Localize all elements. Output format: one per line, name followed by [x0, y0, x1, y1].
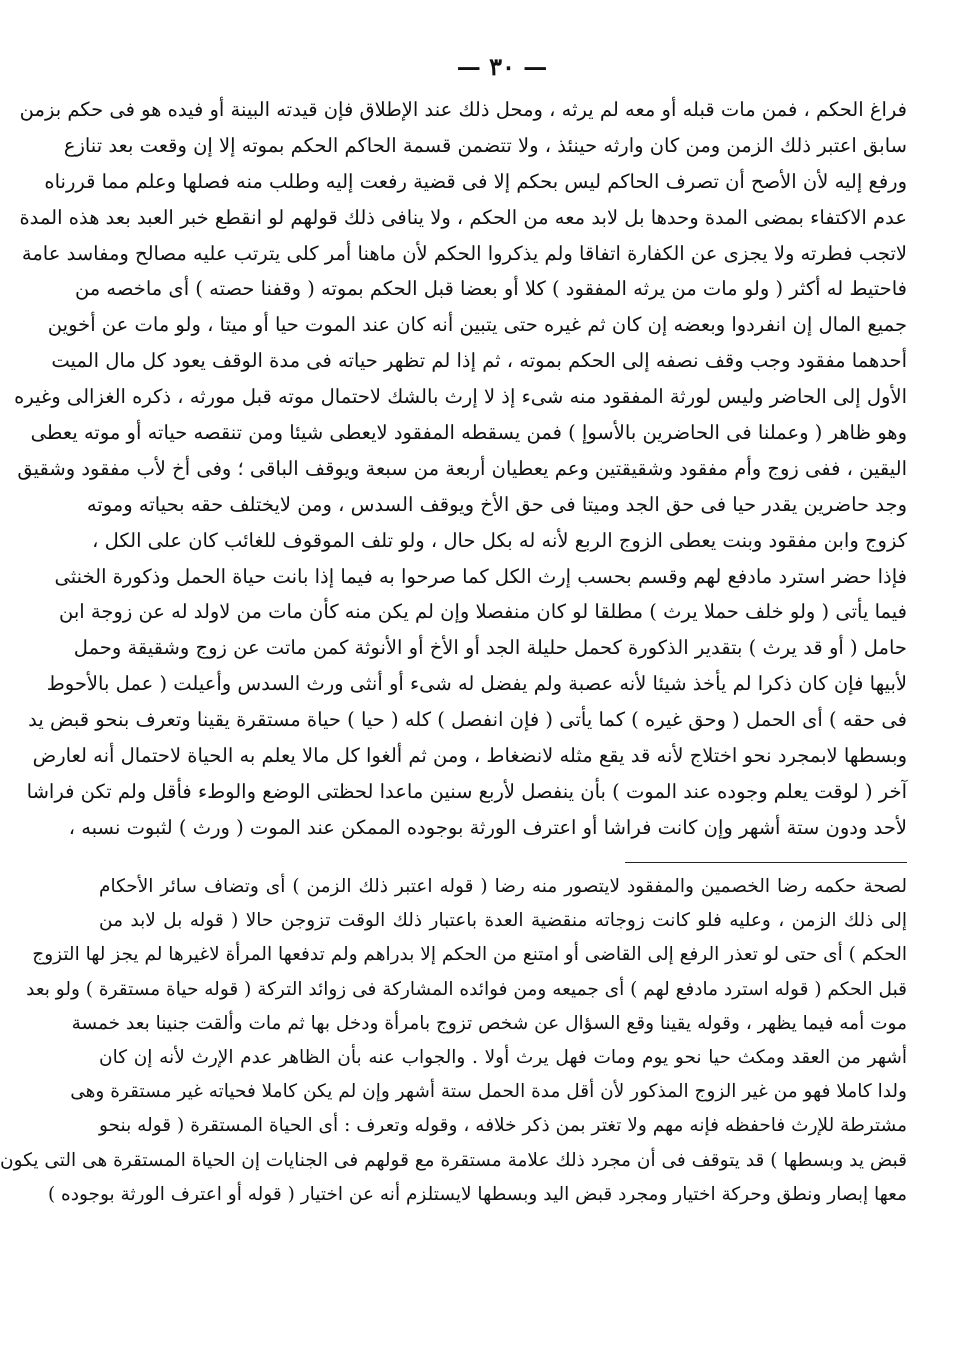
main-text-line: جميع المال إن انفردوا وبعضه إن كان ثم غيره حتى يتبين أنه كان عند الموت حيا أو ميتا ، ولو مات عن أخوين	[47, 313, 907, 337]
main-text-line: آخر ( لوقت يعلم وجوده عند الموت ) بأن ينفصل لأربع سنين ماعدا لحظتى الوضع والوطء فأقل ولم تكن فراشا	[26, 779, 907, 803]
footnote-line: لصحة حكمه رضا الخصمين والمفقود لايتصور منه رضا ( قوله اعتبر ذلك الزمن ) أى وتضاف سائر الأحكام	[99, 876, 907, 897]
main-text-line: وبسطها لابمجرد نحو اختلاج لأنه قد يقع مثله لانضغاط ، ومن ثم ألغوا كل مالا يعلم به الحياة لاحتمال أنه لعارض	[32, 744, 907, 768]
main-text-line: حامل ( أو قد يرث ) بتقدير الذكورة كحمل حليلة الجد أو الأخ أو الأنوثة كمن ماتت عن زوج وشقيقة وحمل	[73, 636, 907, 660]
footnote-line: الحكم ) أى حتى لو تعذر الرفع إلى القاضى أو امتنع من الحكم إلا بدراهم ولم تدفعها المرأة لاغيرها لم يجز لها التزوج	[32, 944, 907, 966]
main-text-line: فى حقه ) أى الحمل ( وحق غيره ) كما يأتى ( فإن انفصل ) كله ( حيا ) حياة مستقرة يقينا وتعرف بنحو قبض يد	[28, 708, 907, 732]
footnote-line: معها إبصار ونطق وحركة اختيار ومجرد قبض اليد وبسطها لايستلزم أنه عن اختيار ( قوله أو اعترف الورثة بوجوده )	[47, 1183, 907, 1205]
main-text-line: عدم الاكتفاء بمضى المدة وحدها بل لابد معه من الحكم ، ولا ينافى ذلك قولهم لو انقطع خبر العبد بعد هذه المدة	[19, 205, 907, 229]
main-text-line: فاحتيط له أكثر ( ولو مات من يرثه المفقود ) كلا أو بعضا قبل الحكم بموته ( وقفنا حصته ) أى ماخصه من	[74, 277, 907, 301]
main-text-line: أحدهما مفقود وجب وقف نصفه إلى الحكم بموته ، ثم إذا لم تظهر حياته فى مدة الوقف يعود كل مال الميت	[51, 349, 907, 373]
footnote-line: إلى ذلك الزمن ، وعليه فلو كانت زوجاته منقضية العدة باعتبار ذلك الوقت تزوجن حالا ( قوله بل لابد من	[99, 910, 907, 932]
footnote-line: أشهر من العقد ومكث حيا نحو يوم ومات فهل يرث أولا . والجواب عنه بأن الظاهر عدم الإرث لأنه إن كان	[99, 1046, 907, 1068]
page-number: — ٣٠ —	[456, 52, 548, 81]
footnote-line: ولدا كاملا فهو من غير الزوج المذكور لأن أقل مدة الحمل ستة أشهر وإن لم يكن كاملا فحياته غير مستقرة وهى	[70, 1081, 907, 1103]
main-text-line: كزوج وابن مفقود وبنت يعطى الزوج الربع لأنه له بكل حال ، ولو تلف الموقوف للغائب كان على الكل ،	[92, 528, 907, 552]
main-text-line: لاتجب فطرته ولا يجزى عن الكفارة اتفاقا ولم يذكروا الحكم لأن ماهنا أمر كلى يترتب عليه مصالح ومفاسد عامة	[21, 241, 907, 265]
main-text-line: فإذا حضر استرد مادفع لهم وقسم بحسب إرث الكل كما صرحوا به فيما إذا بانت حياة الحمل وذكورة الخنثى	[54, 564, 907, 588]
main-text-line: الأول إلى الحاضر وليس لورثة المفقود منه شىء إذ لا إرث بالشك لاحتمال موته قبل مورثه ، ذكره الغزالى وغيره	[14, 385, 907, 409]
footnote-line: قبل الحكم ( قوله استرد مادفع لهم ) أى جميعه ومن فوائده المشاركة فى زوائد التركة ( قوله حياة مستقرة ) ولو بعد	[26, 978, 907, 1000]
footnote-line: مشترطة للإرث فاحفظه فإنه مهم ولا تغتر بمن ذكر خلافه ، وقوله وتعرف : أى الحياة المستقرة ( قوله بنحو	[99, 1115, 907, 1137]
main-text	[14, 92, 907, 846]
main-text-line: وجد حاضرين يقدر حيا فى حق الجد وميتا فى حق الأخ ويوقف السدس ، ومن لايختلف حقه بحياته وموته	[86, 492, 907, 516]
main-text-line: لأبيها فإن كان ذكرا لم يأخذ شيئا لأنه عصبة ولم يفضل له شىء أو أنثى ورث السدس وأعيلت ( عمل بالأحوط	[46, 672, 907, 696]
main-text-line: وهو ظاهر ( وعملنا فى الحاضرين بالأسوإ ) فمن يسقطه المفقود لايعطى شيئا ومن تنقصه حياته أو موته يعطى	[30, 421, 907, 445]
main-text-line: فراغ الحكم ، فمن مات قبله أو معه لم يرثه ، ومحل ذلك عند الإطلاق فإن قيدته البينة أو فيده هو فى حكم بزمن	[19, 98, 907, 121]
footnote-line: قبض يد وبسطها ) قد يتوقف فى أن مجرد ذلك علامة مستقرة مع قولهم فى الجنايات إن الحياة المستقرة هى التى يكون	[0, 1149, 907, 1171]
main-text-line: ورفع إليه لأن الأصح أن تصرف الحاكم ليس بحكم إلا فى قضية رفعت إليه وطلب منه فصلها وعلم مما قررناه	[44, 169, 907, 193]
main-text-line: اليقين ، ففى زوج وأم مفقود وشقيقتين وعم يعطيان أربعة من سبعة ويوقف الباقى ؛ وفى أخ لأب مفقود وشقيق	[17, 456, 907, 480]
main-text-line: لأحد ودون ستة أشهر وإن كانت فراشا أو اعترف الورثة بوجوده الممكن عند الموت ( ورث ) لثبوت نسبه ،	[68, 815, 907, 839]
footnote-separator	[625, 862, 907, 863]
main-text-line: سابق اعتبر ذلك الزمن ومن كان وارثه حينئذ ، ولا تتضمن قسمة الحاكم الحكم بموته إلا إن وقعت بعد تنازع	[63, 133, 907, 157]
main-text-line: فيما يأتى ( ولو خلف حملا يرث ) مطلقا لو كان منفصلا وإن لم يكن منه كأن مات من لاولد له عن زوجة ابن	[59, 600, 907, 624]
footnote-line: موت أمه فيما يظهر ، وقوله يقينا وقع السؤال عن شخص تزوج بامرأة ودخل بها ثم مات وألقت جنينا بعد خمسة	[71, 1012, 907, 1034]
footnotes	[0, 870, 907, 1212]
